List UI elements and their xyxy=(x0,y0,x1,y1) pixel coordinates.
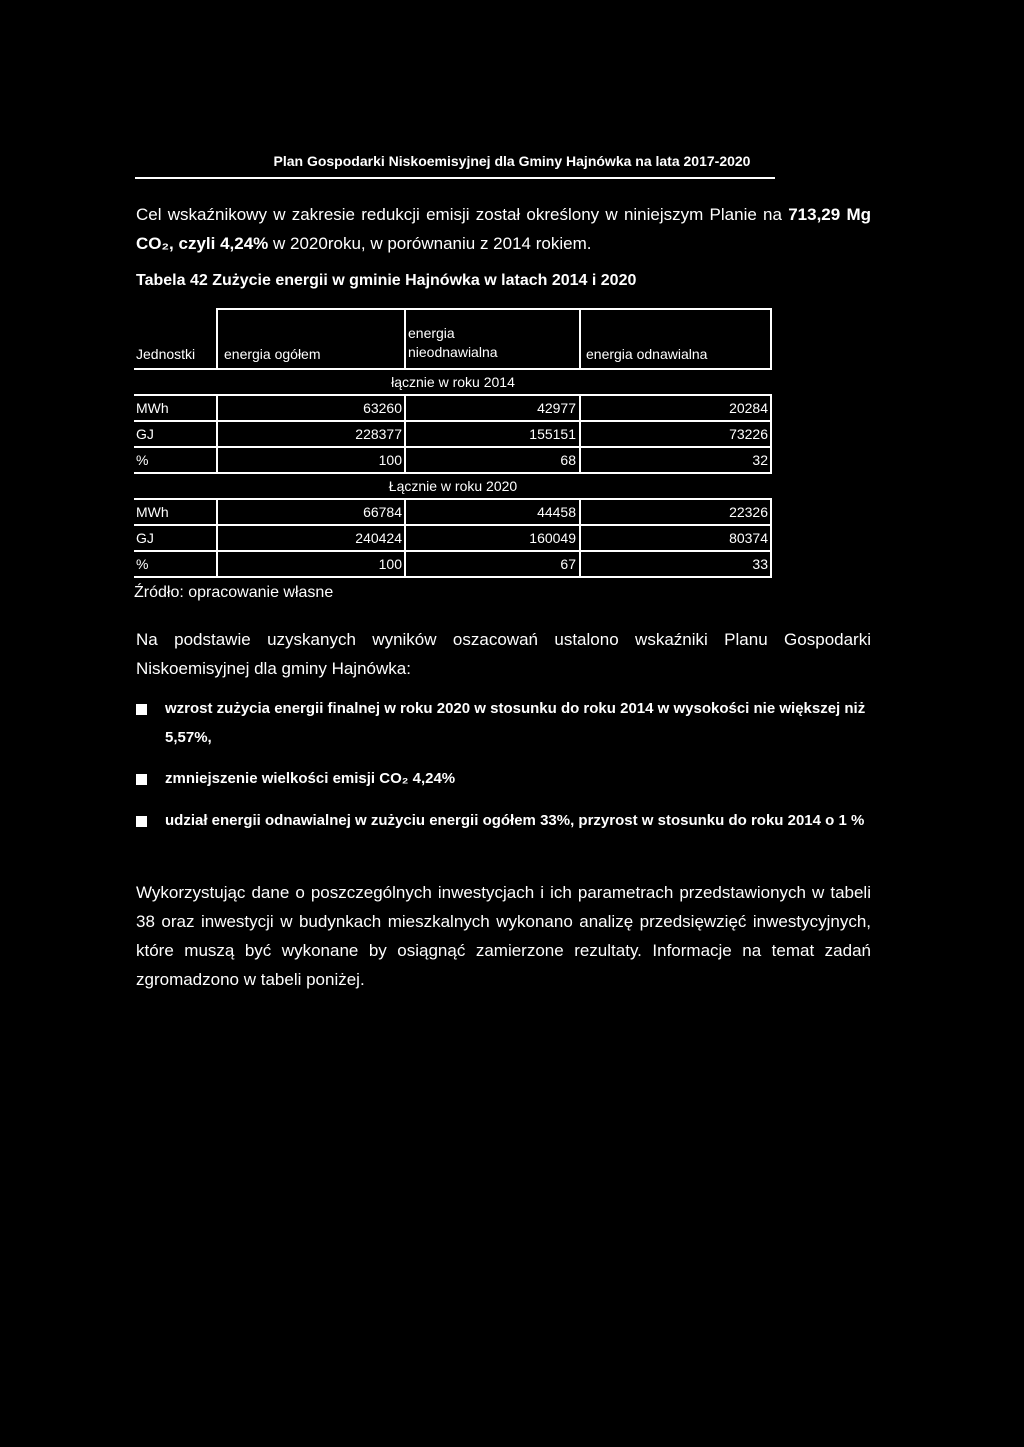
table-rule xyxy=(216,552,218,576)
table-rule xyxy=(579,396,581,420)
cell-nonrenewable: 44458 xyxy=(537,504,576,520)
table-rule xyxy=(216,500,218,524)
section-label-2020: Łącznie w roku 2020 xyxy=(388,478,518,494)
cell-total: 228377 xyxy=(355,426,402,442)
list-item xyxy=(136,694,876,752)
table-row xyxy=(134,552,772,576)
bullet-square-icon xyxy=(136,704,147,715)
cell-nonrenewable: 67 xyxy=(560,556,576,572)
header-unit: Jednostki xyxy=(136,346,196,362)
cell-unit: MWh xyxy=(136,504,169,520)
cell-renewable: 80374 xyxy=(729,530,768,546)
energy-table xyxy=(134,308,772,578)
header-renewable: energia odnawialna xyxy=(586,346,708,362)
basis-paragraph: Na podstawie uzyskanych wyników oszacowań ustalono wskaźniki Planu Gospodarki Niskoemisyjnej dla gminy Hajnówka: xyxy=(136,630,871,678)
header-rule xyxy=(135,177,775,179)
table-rule xyxy=(404,552,406,576)
running-header: Plan Gospodarki Niskoemisyjnej dla Gminy Hajnówka na lata 2017-2020 xyxy=(273,153,751,169)
table-rule xyxy=(579,500,581,524)
table-rule xyxy=(770,422,772,446)
cell-renewable: 32 xyxy=(752,452,768,468)
cell-unit: % xyxy=(136,556,149,572)
table-rule xyxy=(404,308,406,370)
table-caption: Tabela 42 Zużycie energii w gminie Hajnówka w latach 2014 i 2020 xyxy=(136,272,637,289)
table-rule xyxy=(404,526,406,550)
table-rule xyxy=(579,526,581,550)
cell-renewable: 22326 xyxy=(729,504,768,520)
cell-total: 100 xyxy=(378,452,402,468)
table-rule xyxy=(404,422,406,446)
cell-unit: MWh xyxy=(136,400,169,416)
table-source: Źródło: opracowanie własne xyxy=(134,584,334,601)
header-nonrenewable-line1: energia xyxy=(408,325,455,341)
table-row xyxy=(134,396,772,420)
list-item-text: udział energii odnawialnej w zużyciu energii ogółem 33%, przyrost w stosunku do roku 2014 o 1 % xyxy=(165,812,865,829)
table-rule xyxy=(404,500,406,524)
table-rule xyxy=(770,500,772,524)
list-item xyxy=(136,806,876,835)
table-header-row xyxy=(134,308,772,368)
header-nonrenewable xyxy=(408,308,576,368)
list-item-text: wzrost zużycia energii finalnej w roku 2020 w stosunku do roku 2014 w wysokości nie większej niż 5,57%, xyxy=(165,700,866,746)
table-rule xyxy=(770,396,772,420)
table-rule xyxy=(770,552,772,576)
table-rule xyxy=(579,308,581,370)
cell-total: 100 xyxy=(378,556,402,572)
table-rule xyxy=(770,308,772,370)
cell-nonrenewable: 155151 xyxy=(529,426,576,442)
table-rule xyxy=(216,308,218,370)
table-rule xyxy=(404,396,406,420)
table-rule xyxy=(134,576,772,578)
table-rule xyxy=(770,448,772,472)
table-rule xyxy=(579,448,581,472)
cell-total: 63260 xyxy=(363,400,402,416)
table-rule xyxy=(579,422,581,446)
cell-renewable: 20284 xyxy=(729,400,768,416)
cell-unit: GJ xyxy=(136,530,154,546)
section-row-2020 xyxy=(134,474,772,498)
intro-text-bold: 713,29 Mg CO₂, czyli 4,24% xyxy=(136,205,872,253)
cell-nonrenewable: 68 xyxy=(560,452,576,468)
table-rule xyxy=(216,396,218,420)
table-row xyxy=(134,448,772,472)
header-nonrenewable-line2: nieodnawialna xyxy=(408,344,498,360)
table-row xyxy=(134,526,772,550)
table-rule xyxy=(216,448,218,472)
cell-renewable: 73226 xyxy=(729,426,768,442)
intro-paragraph xyxy=(136,200,871,258)
cell-nonrenewable: 160049 xyxy=(529,530,576,546)
list-item xyxy=(136,764,876,793)
cell-unit: % xyxy=(136,452,149,468)
list-item-text: zmniejszenie wielkości emisji CO₂ 4,24% xyxy=(165,770,456,787)
bullet-square-icon xyxy=(136,816,147,827)
table-rule xyxy=(216,422,218,446)
cell-unit: GJ xyxy=(136,426,154,442)
section-label-2014: łącznie w roku 2014 xyxy=(391,374,515,390)
cell-renewable: 33 xyxy=(752,556,768,572)
intro-text-end: w 2020roku, w porównaniu z 2014 rokiem. xyxy=(268,234,592,253)
cell-nonrenewable: 42977 xyxy=(537,400,576,416)
table-rule xyxy=(579,552,581,576)
closing-paragraph: Wykorzystując dane o poszczególnych inwestycjach i ich parametrach przedstawionych w tabeli 38 oraz inwestycji w budynkach mieszkalnych wykonano analizę przedsięwzięć inwestycyjnych, które muszą być wykonane by osiągnąć zamierzone rezultaty. Informacje na temat zadań zgromadzono w tabeli poniżej. xyxy=(136,883,871,989)
table-rule xyxy=(404,448,406,472)
table-rule xyxy=(216,526,218,550)
header-total: energia ogółem xyxy=(224,346,321,362)
bullet-square-icon xyxy=(136,774,147,785)
table-row xyxy=(134,500,772,524)
cell-total: 240424 xyxy=(355,530,402,546)
table-row xyxy=(134,422,772,446)
section-row-2014 xyxy=(134,370,772,394)
intro-text-start: Cel wskaźnikowy w zakresie redukcji emisji został określony w niniejszym Planie na xyxy=(136,205,789,224)
cell-total: 66784 xyxy=(363,504,402,520)
table-rule xyxy=(770,526,772,550)
